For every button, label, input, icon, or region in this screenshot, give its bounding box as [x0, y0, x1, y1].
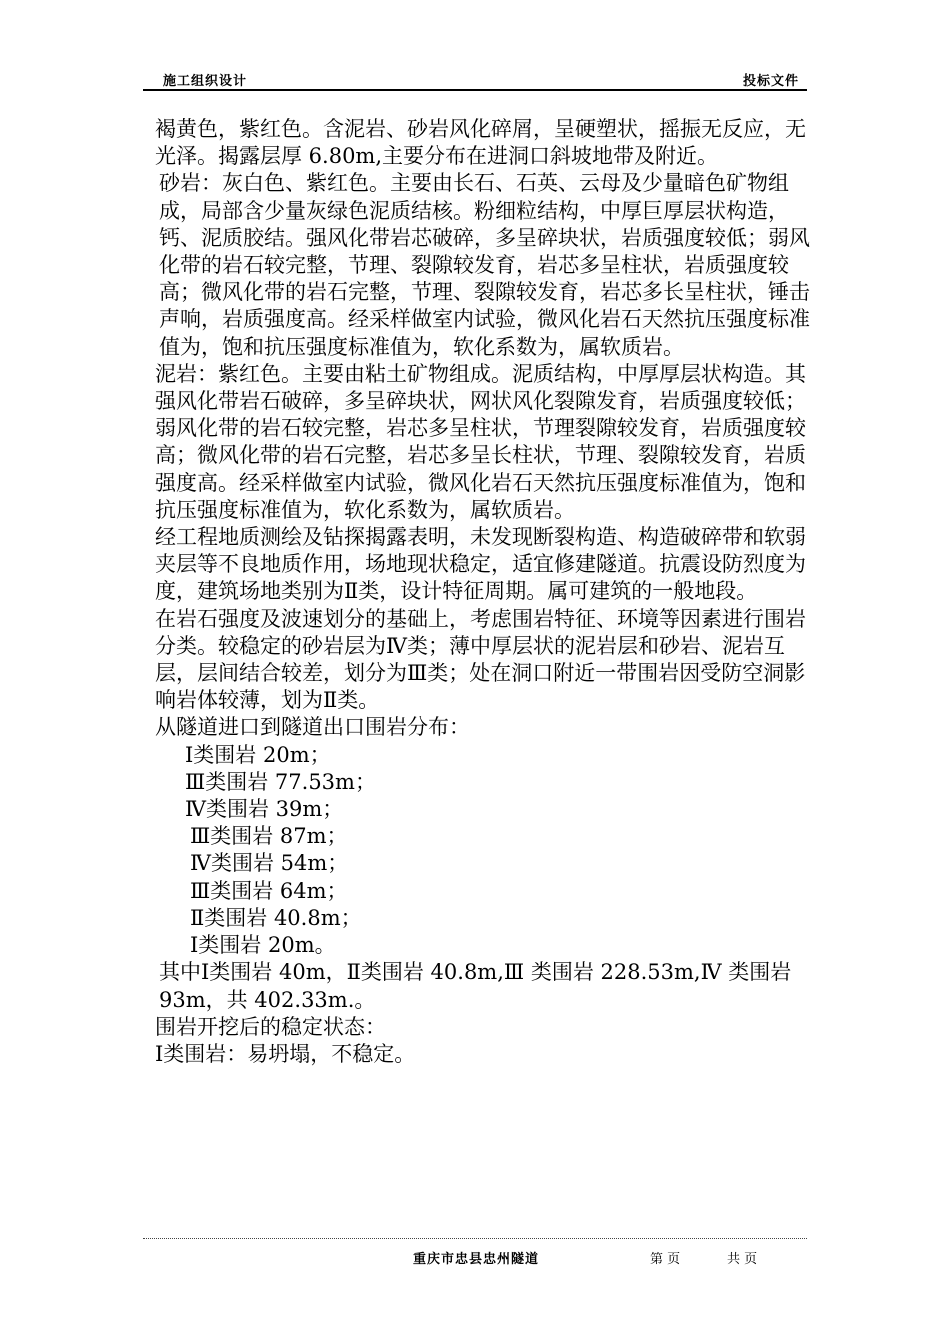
- footer-divider: [143, 1238, 807, 1239]
- stability-title: 围岩开挖后的稳定状态：: [155, 1014, 386, 1039]
- distribution-intro: 从隧道进口到隧道出口围岩分布：: [155, 715, 470, 740]
- distribution-item: Ⅲ类围岩 77.53m；: [185, 769, 376, 794]
- header-doc-label: 投标文件: [742, 74, 799, 89]
- mudstone-paragraph: 泥岩：紫红色。主要由粘土矿物组成。泥质结构，中厚厚层状构造。其强风化带岩石破碎，多呈碎块状，网状风化裂隙发育，岩质强度较低；弱风化带的岩石较完整，岩芯多呈柱状，节理裂隙较发育，岩质强度较高；微风化带的岩石完整，岩芯多呈长柱状，节理、裂隙较发育，岩质强度高。经采样做室内试验，微风化岩石天然抗压强度标准值为，饱和抗压强度标准值为，软化系数为，属软质岩。: [155, 361, 806, 522]
- distribution-item: Ⅰ类围岩 20m；: [185, 742, 331, 767]
- stability-item: Ⅰ类围岩：易坍塌，不稳定。: [155, 1041, 416, 1066]
- distribution-item: Ⅳ类围岩 39m；: [185, 797, 344, 822]
- soil-paragraph: 褐黄色，紫红色。含泥岩、砂岩风化碎屑，呈硬塑状，摇振无反应，无光泽。揭露层厚 6.80m,主要分布在进洞口斜坡地带及附近。: [155, 117, 806, 169]
- header-doc-type: 施工组织设计: [163, 74, 248, 89]
- distribution-item: Ⅲ类围岩 87m；: [190, 824, 348, 849]
- distribution-summary: 其中Ⅰ类围岩 40m，Ⅱ类围岩 40.8m,Ⅲ 类围岩 228.53m,Ⅳ 类围岩 93m，共 402.33m.。: [159, 960, 792, 1012]
- distribution-item: Ⅱ类围岩 40.8m；: [190, 905, 362, 930]
- rock-classification-paragraph: 在岩石强度及波速划分的基础上，考虑围岩特征、环境等因素进行围岩分类。较稳定的砂岩层为Ⅳ类；薄中厚层状的泥岩层和砂岩、泥岩互层，层间结合较差，划分为Ⅲ类；处在洞口附近一带围岩因受防空洞影响岩体较薄，划为Ⅱ类。: [155, 606, 806, 713]
- geology-survey-paragraph: 经工程地质测绘及钻探揭露表明，未发现断裂构造、构造破碎带和软弱夹层等不良地质作用，场地现状稳定，适宜修建隧道。抗震设防烈度为度，建筑场地类别为Ⅱ类，设计特征周期。属可建筑的一般地段。: [155, 525, 806, 604]
- footer-project-name: 重庆市忠县忠州隧道: [413, 1252, 540, 1267]
- page-header: [143, 70, 807, 90]
- footer-total-pages: 共 页: [727, 1252, 758, 1267]
- sandstone-paragraph: 砂岩：灰白色、紫红色。主要由长石、石英、云母及少量暗色矿物组成，局部含少量灰绿色泥质结核。粉细粒结构，中厚巨厚层状构造，钙、泥质胶结。强风化带岩芯破碎，多呈碎块状，岩质强度较低；弱风化带的岩石较完整，节理、裂隙较发育，岩芯多呈柱状，岩质强度较高；微风化带的岩石完整，节理、裂隙较发育，岩芯多长呈柱状，锤击声响，岩质强度高。经采样做室内试验，微风化岩石天然抗压强度标准值为，饱和抗压强度标准值为，软化系数为，属软质岩。: [159, 171, 810, 359]
- distribution-item: Ⅰ类围岩 20m。: [190, 933, 336, 958]
- distribution-item: Ⅲ类围岩 64m；: [190, 878, 348, 903]
- footer-page-number: 第 页: [650, 1252, 681, 1267]
- distribution-item: Ⅳ类围岩 54m；: [190, 851, 349, 876]
- header-divider: [143, 89, 807, 91]
- document-body: [155, 116, 815, 1068]
